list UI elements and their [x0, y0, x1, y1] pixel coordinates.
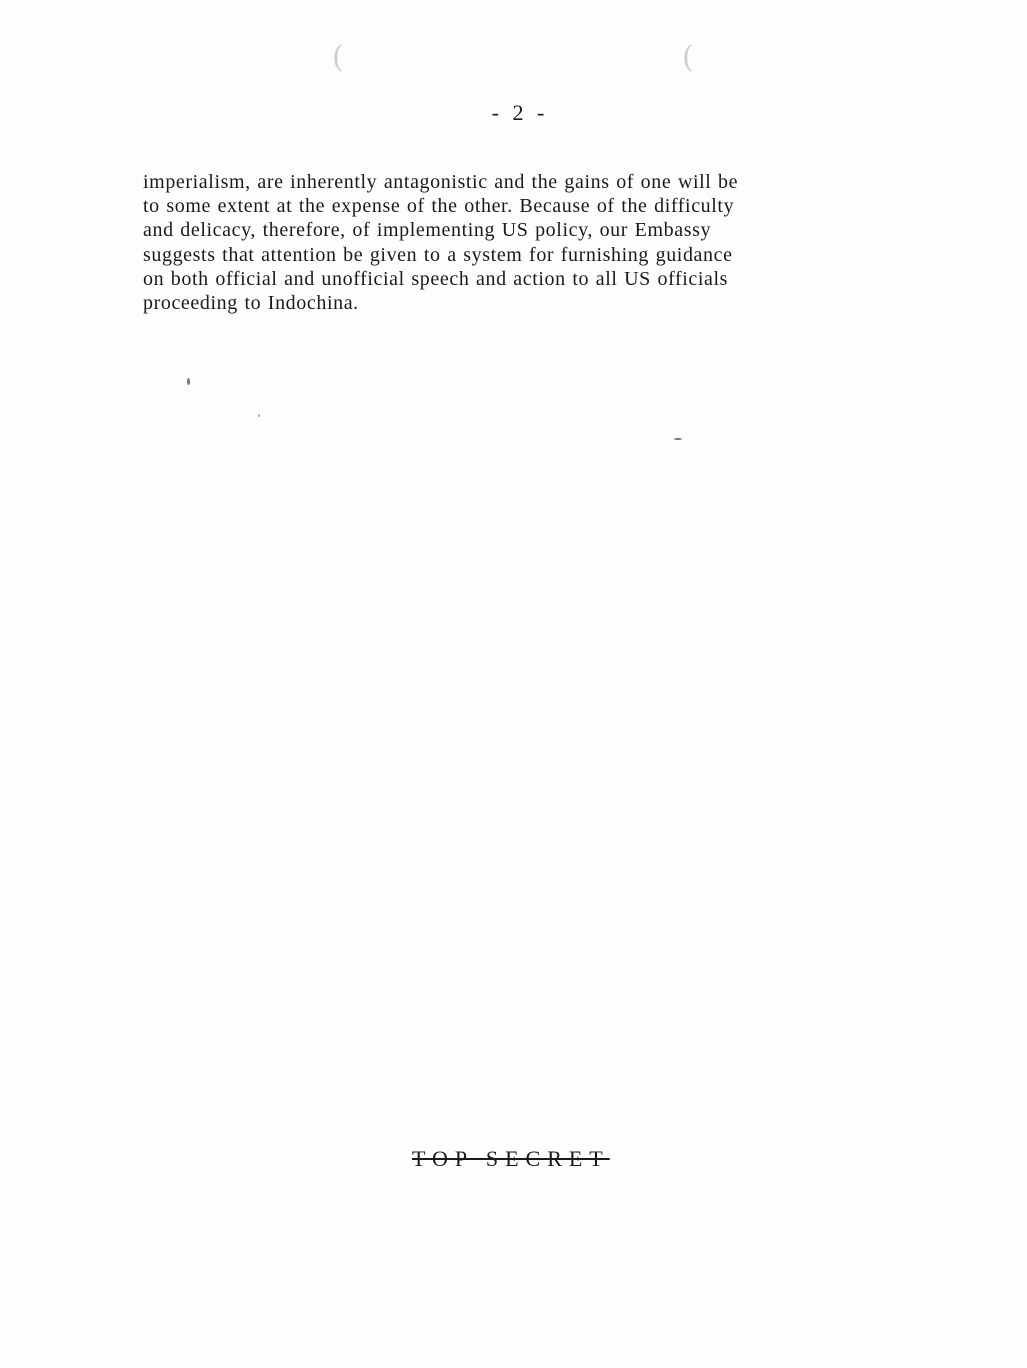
scan-artifact-paren-right: ( [682, 40, 694, 75]
body-line: imperialism, are inherently antagonistic and the gains of one will be [143, 171, 739, 193]
body-line: suggests that attention be given to a system for furnishing guidance [143, 243, 733, 266]
scan-speck [187, 378, 190, 385]
body-line: and delicacy, therefore, of implementing US policy, our Embassy [143, 219, 712, 242]
classification-marking: TOP SECRET [412, 1146, 610, 1171]
scan-speck [258, 414, 260, 417]
scan-speck [674, 438, 682, 440]
body-line: proceeding to Indochina. [143, 292, 359, 315]
body-paragraph [143, 170, 903, 315]
page-number: - 2 - [491, 100, 549, 125]
body-line: to some extent at the expense of the other. Because of the difficulty [143, 195, 735, 218]
body-line: on both official and unofficial speech and action to all US officials [143, 267, 729, 290]
scan-artifact-paren-left: ( [332, 40, 344, 75]
